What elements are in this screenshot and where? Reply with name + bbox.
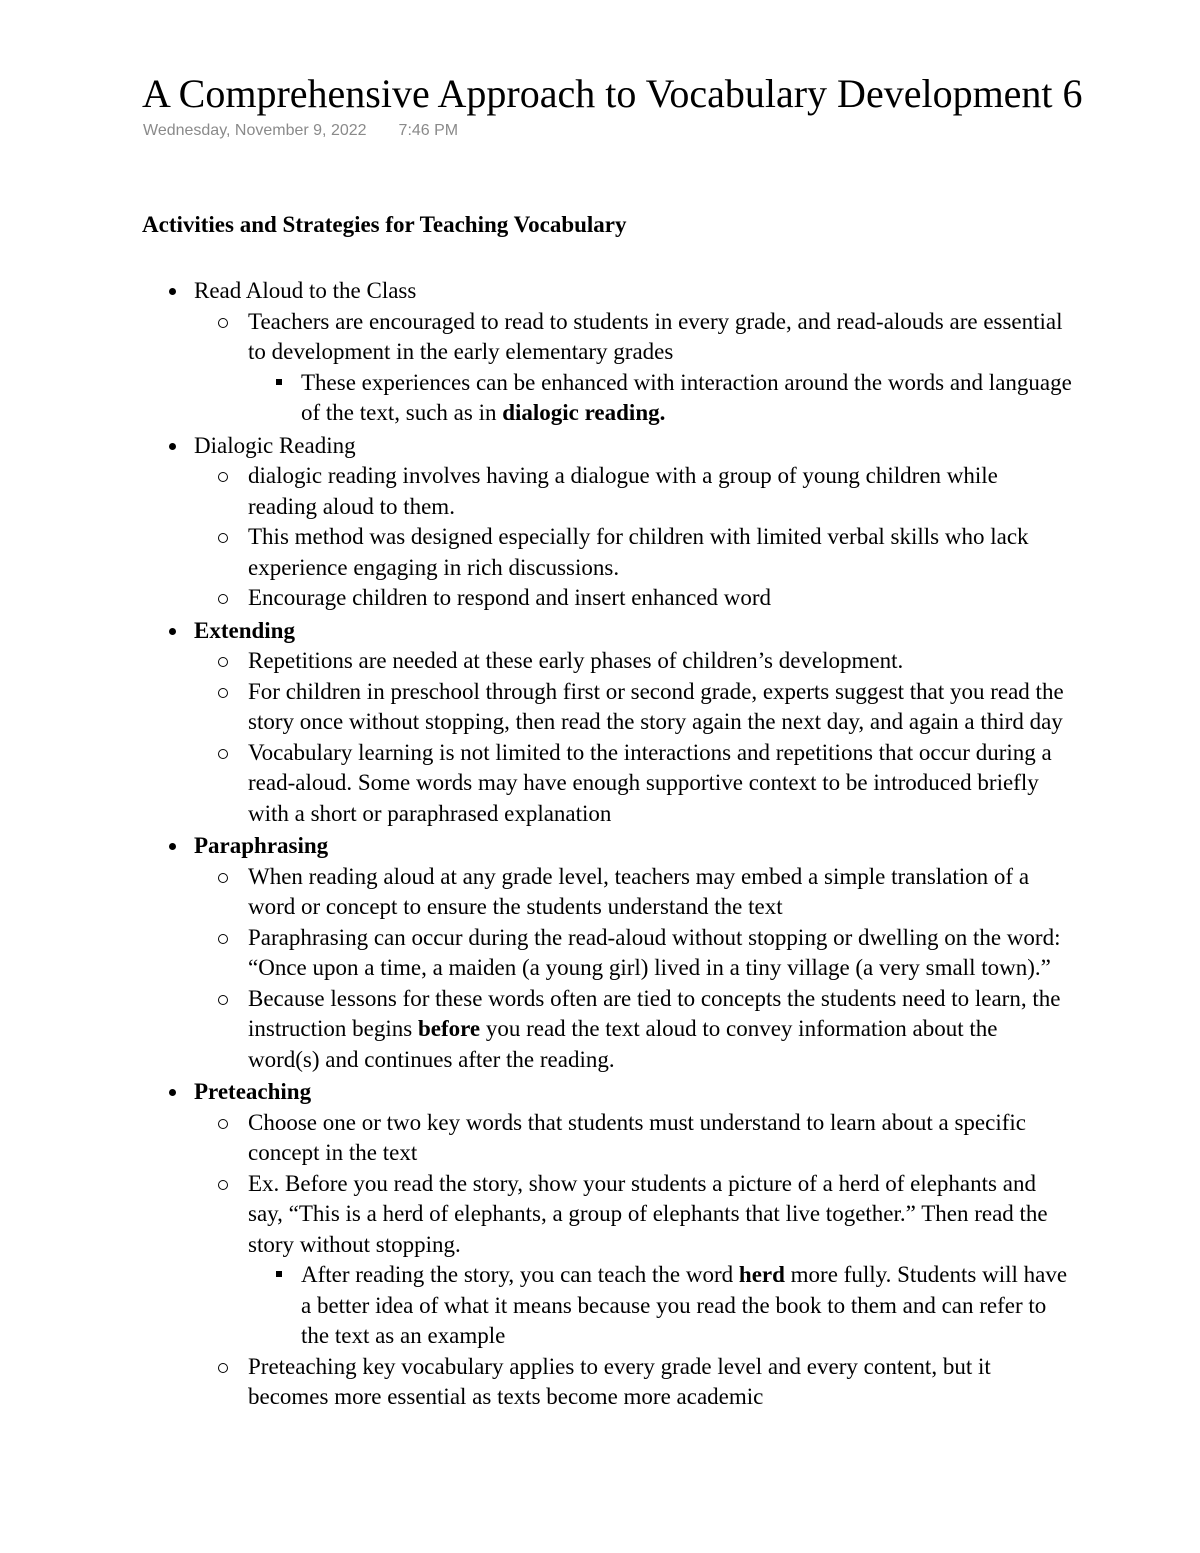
list-item [194,522,1072,583]
list-item [194,738,1072,830]
note-time: 7:46 PM [398,122,459,139]
list-item [194,1108,1072,1169]
list-item-text: Preteaching key vocabulary applies to every grade level and every content, but it becomes more essential as texts become more academic [248,1353,991,1409]
list-item-text: Choose one or two key words that students must understand to learn about a specific concept in the text [248,1109,1027,1165]
list-item [194,1352,1072,1413]
list-item [194,646,1072,677]
list-item-text: For children in preschool through first or second grade, experts suggest that you read the story once without stopping, then read the story again the next day, and again a third day [248,678,1064,734]
extending-label: Extending [194,617,295,643]
note-timestamp [143,122,458,140]
list-item-text: When reading aloud at any grade level, teachers may embed a simple translation of a word or concept to ensure the students understand the text [248,863,1030,919]
list-item-read-aloud [142,276,1072,429]
list-item-text: Ex. Before you read the story, show your students a picture of a herd of elephants and say, “This is a herd of elephants, a group of elephants that live together.” Then read the story without stopping. [248,1170,1048,1257]
note-date: Wednesday, November 9, 2022 [143,122,367,139]
list-item-text: Repetitions are needed at these early phases of children’s development. [248,648,904,673]
dialogic-reading-label: Dialogic Reading [194,432,356,458]
read-aloud-subsublist [194,368,1072,429]
note-body [142,276,1072,1413]
list-item [194,923,1072,984]
list-item [194,862,1072,923]
preteaching-sublist [142,1108,1072,1413]
list-item [194,1169,1072,1352]
paraphrasing-label: Paraphrasing [194,833,329,858]
list-item-text: Because lessons for these words often are tied to concepts the students need to learn, the instruction begins [248,985,1061,1041]
preteaching-subsublist [194,1260,1072,1352]
list-item-text: Teachers are encouraged to read to students in every grade, and read-alouds are essential to development in the early elementary grades [248,308,1063,364]
outline-list [142,276,1072,1413]
list-item [194,307,1072,429]
paraphrasing-sublist [142,862,1072,1076]
bold-term-dialogic-reading: dialogic reading. [502,400,666,425]
page-title: A Comprehensive Approach to Vocabulary Development 6 [142,71,1083,116]
bold-term-before: before [417,1016,481,1041]
list-item-text: This method was designed especially for children with limited verbal skills who lack experience engaging in rich discussions. [248,524,1029,580]
list-item-dialogic-reading [142,431,1072,614]
list-item [248,368,1072,429]
list-item [194,583,1072,614]
read-aloud-label: Read Aloud to the Class [194,278,417,303]
list-item-text: Encourage children to respond and insert enhanced word [248,585,772,610]
list-item [194,677,1072,738]
list-item-text: more fully. Students will have a better idea of what it means because you read the book to them and can refer to the text as an example [301,1262,1068,1348]
list-item-text: After reading the story, you can teach the word [301,1262,739,1287]
list-item [194,984,1072,1076]
list-item-text: Vocabulary learning is not limited to the interactions and repetitions that occur during a read-aloud. Some words may have enough supportive context to be introduced briefly with a short or paraphrased explanation [248,739,1052,826]
list-item-text: These experiences can be enhanced with interaction around the words and language of the text, such as in [301,369,1072,425]
dialogic-sublist [142,461,1072,614]
read-aloud-sublist [142,307,1072,429]
extending-sublist [142,646,1072,829]
list-item [248,1260,1072,1352]
list-item [194,461,1072,522]
list-item-text: you read the text aloud to convey information about the word(s) and continues after the reading. [248,1016,998,1072]
list-item-text: Paraphrasing can occur during the read-aloud without stopping or dwelling on the word: “Once upon a time, a maiden (a young girl) lived in a tiny village (a very small town).” [248,924,1061,980]
section-heading: Activities and Strategies for Teaching Vocabulary [142,212,627,237]
preteaching-label: Preteaching [194,1079,312,1104]
list-item-text: dialogic reading involves having a dialogue with a group of young children while reading aloud to them. [248,463,998,519]
list-item-paraphrasing [142,831,1072,1075]
bold-term-herd: herd [738,1262,785,1287]
list-item-extending [142,616,1072,830]
list-item-preteaching [142,1077,1072,1413]
